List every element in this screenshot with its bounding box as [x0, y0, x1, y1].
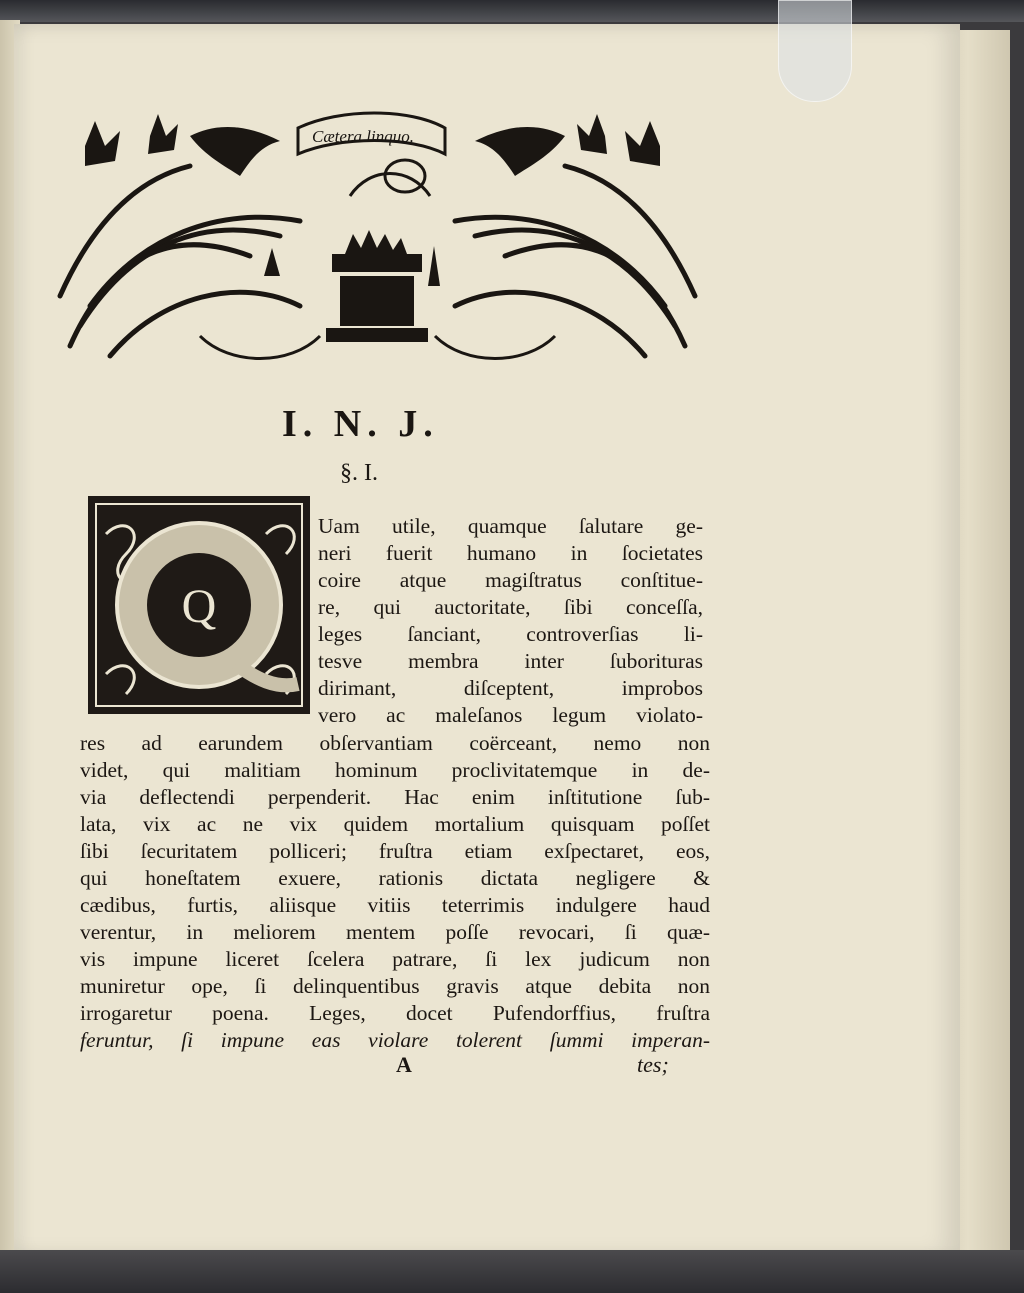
text-line: res ad earundem obſervantiam coërceant, nemo non	[80, 731, 710, 755]
text-line: vis impune liceret ſcelera patrare, ſi lex judicum non	[80, 947, 710, 971]
page-clip	[778, 0, 852, 102]
text-line: Uam utile, quamque ſalutare ge-	[318, 514, 703, 538]
text-line: ſibi ſecuritatem polliceri; fruſtra etiam exſpectaret, eos,	[80, 839, 710, 863]
text-line: vero ac maleſanos legum violato-	[318, 703, 703, 727]
text-line: re, qui auctoritate, ſibi conceſſa,	[318, 595, 703, 619]
woodcut-headpiece	[50, 106, 705, 368]
indented-paragraph	[318, 513, 703, 729]
text-line: feruntur, ſi impune eas violare tolerent ſummi imperan-	[80, 1028, 710, 1052]
text-line: muniretur ope, ſi delinquentibus gravis atque debita non	[80, 974, 710, 998]
book-cover-bottom	[0, 1250, 1024, 1293]
text-line: videt, qui malitiam hominum proclivitatemque in de-	[80, 758, 710, 782]
text-line: cædibus, furtis, aliisque vitiis teterrimis indulgere haud	[80, 893, 710, 917]
text-line: qui honeſtatem exuere, rationis dictata negligere &	[80, 866, 710, 890]
text-line: verentur, in meliorem mentem poſſe revocari, ſi quæ-	[80, 920, 710, 944]
signature-mark: A	[396, 1052, 412, 1077]
book-cover-top	[0, 0, 1024, 22]
text-line: neri fuerit humano in ſocietates	[318, 541, 703, 565]
drop-cap-initial	[86, 494, 312, 716]
banner-motto: Cætera linquo.	[312, 127, 415, 146]
text-line: leges ſanciant, controverſias li-	[318, 622, 703, 646]
page-heading: I. N. J.	[282, 403, 439, 445]
text-line: irrogaretur poena. Leges, docet Pufendorffius, fruſtra	[80, 1001, 710, 1025]
text-line: via deflectendi perpenderit. Hac enim inſtitutione ſub-	[80, 785, 710, 809]
text-line: tesve membra inter ſuborituras	[318, 649, 703, 673]
text-line: coire atque magiſtratus conſtitue-	[318, 568, 703, 592]
section-number: §. I.	[340, 460, 378, 486]
catchword: tes;	[637, 1052, 669, 1077]
text-line: lata, vix ac ne vix quidem mortalium quisquam poſſet	[80, 812, 710, 836]
drop-cap-letter: Q	[181, 580, 217, 633]
body-paragraph	[80, 730, 710, 1054]
text-line: dirimant, diſceptent, improbos	[318, 676, 703, 700]
